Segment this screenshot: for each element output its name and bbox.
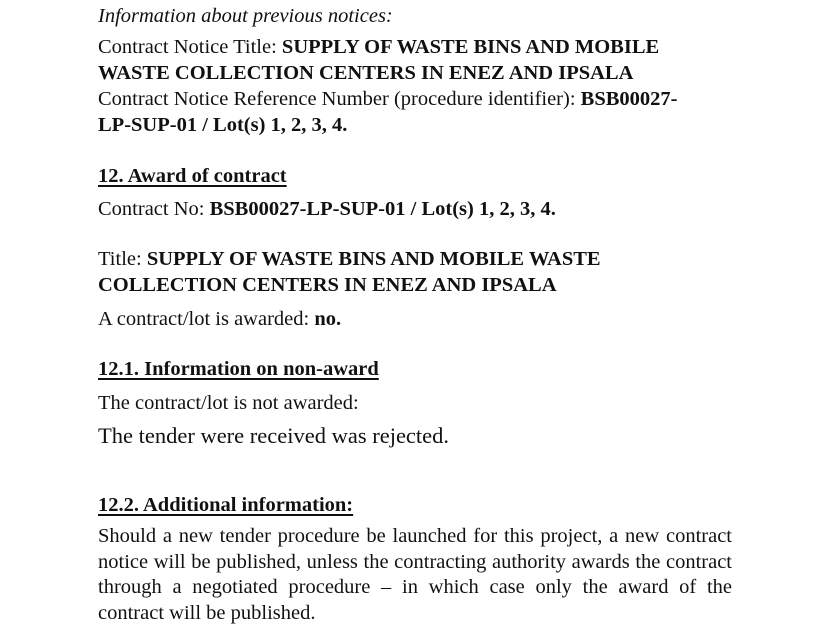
contract-no-label: Contract No:: [98, 198, 210, 220]
contract-notice-title-label: Contract Notice Title:: [98, 36, 282, 58]
contract-notice-title-value-part2: WASTE COLLECTION CENTERS IN ENEZ AND IPSALA: [98, 62, 634, 84]
award-title-label: Title:: [98, 248, 147, 270]
additional-information-heading: 12.2. Additional information:: [98, 494, 354, 516]
contract-no-value: BSB00027-LP-SUP-01 / Lot(s) 1, 2, 3, 4.: [209, 198, 556, 220]
awarded-status-value: no.: [314, 308, 342, 330]
non-award-reason: The tender were received was rejected.: [98, 423, 450, 448]
award-of-contract-heading: 12. Award of contract: [98, 165, 287, 187]
contract-notice-ref-line2: [98, 112, 347, 138]
award-title-value-part1: SUPPLY OF WASTE BINS AND MOBILE WASTE: [146, 248, 601, 270]
contract-notice-ref-value-part1: BSB00027-: [580, 88, 678, 110]
non-award-label: The contract/lot is not awarded:: [98, 392, 359, 414]
previous-notices-heading: Information about previous notices:: [98, 5, 393, 27]
additional-information-text: Should a new tender procedure be launched for this project, a new contract notice will be published, unless the contracting authority awards the contract through a negotiated procedure – in which case only the award of the contract will be published.: [98, 525, 732, 624]
contract-notice-title-value-part1: SUPPLY OF WASTE BINS AND MOBILE: [281, 36, 660, 58]
contract-no-line: [98, 196, 556, 222]
award-title-value-part2: COLLECTION CENTERS IN ENEZ AND IPSALA: [98, 274, 557, 296]
award-title-line1: [98, 246, 601, 272]
contract-notice-ref-label: Contract Notice Reference Number (procedure identifier):: [98, 88, 581, 110]
awarded-status-line: [98, 306, 341, 332]
contract-notice-ref-value-part2: LP-SUP-01 / Lot(s) 1, 2, 3, 4.: [98, 114, 348, 136]
non-award-heading: 12.1. Information on non-award: [98, 358, 379, 380]
contract-notice-title-line2: [98, 60, 633, 86]
awarded-status-label: A contract/lot is awarded:: [98, 308, 315, 330]
contract-notice-ref-line1: [98, 86, 678, 112]
contract-notice-title-line1: [98, 34, 659, 60]
award-title-line2: [98, 272, 557, 298]
